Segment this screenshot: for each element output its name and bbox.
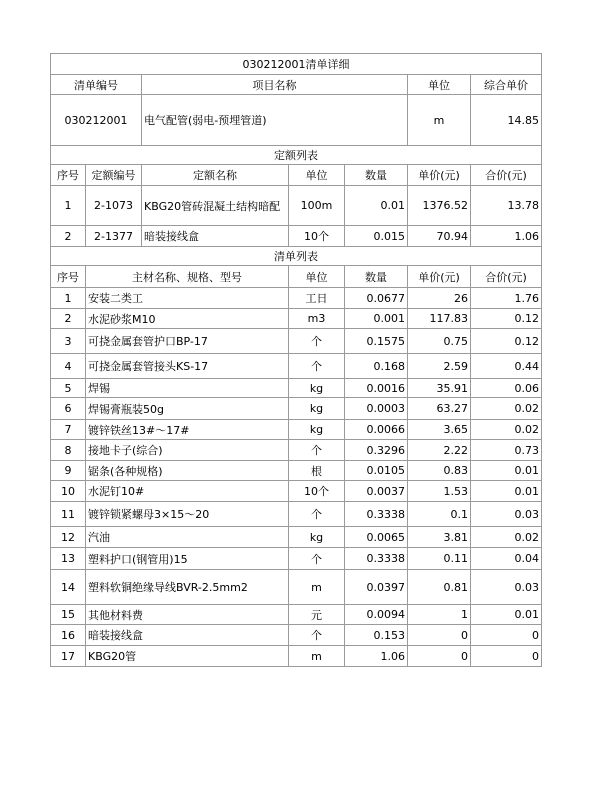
material-qty: 0.0397 (345, 570, 408, 605)
material-qty: 0.0016 (345, 379, 408, 398)
material-unit: kg (289, 398, 345, 420)
material-seq: 11 (51, 502, 86, 527)
material-total: 0.12 (471, 329, 542, 354)
material-qty: 0.0037 (345, 481, 408, 502)
material-seq: 15 (51, 605, 86, 625)
material-unit-price: 3.65 (408, 420, 471, 440)
material-seq: 8 (51, 440, 86, 461)
material-name: 焊锡 (86, 379, 289, 398)
quota-unit-price-header: 单价(元) (408, 165, 471, 186)
material-unit-price: 0 (408, 646, 471, 667)
quota-code-header: 定额编号 (86, 165, 142, 186)
material-unit: kg (289, 527, 345, 548)
material-unit-price: 26 (408, 288, 471, 309)
material-name: 安装二类工 (86, 288, 289, 309)
item-price: 14.85 (471, 95, 542, 146)
material-total: 0.03 (471, 570, 542, 605)
material-total: 0.12 (471, 309, 542, 329)
material-unit: m (289, 646, 345, 667)
material-total: 0.02 (471, 527, 542, 548)
material-row (51, 461, 542, 481)
item-name-header: 项目名称 (142, 75, 408, 95)
material-unit-price: 0.83 (408, 461, 471, 481)
material-total: 0.01 (471, 605, 542, 625)
material-qty: 0.0094 (345, 605, 408, 625)
material-total: 0.02 (471, 420, 542, 440)
material-seq-header: 序号 (51, 266, 86, 288)
material-unit-price: 0.11 (408, 548, 471, 570)
material-total: 0.01 (471, 461, 542, 481)
material-name: 焊锡膏瓶装50g (86, 398, 289, 420)
quota-name: KBG20管砖混凝土结构暗配 (142, 186, 289, 226)
material-row (51, 481, 542, 502)
quota-unit-price: 70.94 (408, 226, 471, 247)
material-name-header: 主材名称、规格、型号 (86, 266, 289, 288)
material-row (51, 420, 542, 440)
material-seq: 13 (51, 548, 86, 570)
material-unit: m3 (289, 309, 345, 329)
material-unit: 个 (289, 625, 345, 646)
material-qty: 0.001 (345, 309, 408, 329)
material-qty: 0.168 (345, 354, 408, 379)
material-qty: 0.3338 (345, 502, 408, 527)
material-qty: 0.0066 (345, 420, 408, 440)
material-qty: 0.1575 (345, 329, 408, 354)
material-total: 0.01 (471, 481, 542, 502)
material-total: 0.03 (471, 502, 542, 527)
material-unit: 10个 (289, 481, 345, 502)
material-name: KBG20管 (86, 646, 289, 667)
material-total: 0.04 (471, 548, 542, 570)
material-unit: 个 (289, 329, 345, 354)
quota-row (51, 226, 542, 247)
material-seq: 3 (51, 329, 86, 354)
quota-code: 2-1073 (86, 186, 142, 226)
material-unit-price: 1.53 (408, 481, 471, 502)
item-code-header: 清单编号 (51, 75, 142, 95)
material-seq: 7 (51, 420, 86, 440)
material-name: 水泥砂浆M10 (86, 309, 289, 329)
material-qty: 0.0105 (345, 461, 408, 481)
quota-qty: 0.01 (345, 186, 408, 226)
material-total: 0 (471, 625, 542, 646)
material-total: 1.76 (471, 288, 542, 309)
material-seq: 5 (51, 379, 86, 398)
material-unit-price: 2.59 (408, 354, 471, 379)
material-row (51, 646, 542, 667)
material-name: 可挠金属套管护口BP-17 (86, 329, 289, 354)
material-total: 0.73 (471, 440, 542, 461)
material-section-title: 清单列表 (51, 247, 542, 266)
material-total: 0 (471, 646, 542, 667)
material-unit-price: 2.22 (408, 440, 471, 461)
material-seq: 10 (51, 481, 86, 502)
material-qty: 0.3296 (345, 440, 408, 461)
material-name: 水泥钉10# (86, 481, 289, 502)
table-title: 030212001清单详细 (51, 54, 542, 75)
material-total: 0.02 (471, 398, 542, 420)
material-unit-price: 1 (408, 605, 471, 625)
material-name: 其他材料费 (86, 605, 289, 625)
quota-unit: 10个 (289, 226, 345, 247)
material-qty: 0.3338 (345, 548, 408, 570)
item-unit: m (408, 95, 471, 146)
quota-qty-header: 数量 (345, 165, 408, 186)
material-total: 0.06 (471, 379, 542, 398)
material-row (51, 570, 542, 605)
quota-seq: 2 (51, 226, 86, 247)
material-unit-price: 0.1 (408, 502, 471, 527)
material-qty-header: 数量 (345, 266, 408, 288)
material-qty: 1.06 (345, 646, 408, 667)
material-name: 锯条(各种规格) (86, 461, 289, 481)
material-unit: 元 (289, 605, 345, 625)
material-unit-price: 63.27 (408, 398, 471, 420)
item-code: 030212001 (51, 95, 142, 146)
material-unit-price: 3.81 (408, 527, 471, 548)
material-seq: 1 (51, 288, 86, 309)
quota-qty: 0.015 (345, 226, 408, 247)
quota-code: 2-1377 (86, 226, 142, 247)
item-unit-header: 单位 (408, 75, 471, 95)
material-row (51, 329, 542, 354)
material-row (51, 527, 542, 548)
material-total: 0.44 (471, 354, 542, 379)
material-name: 镀锌铁丝13#～17# (86, 420, 289, 440)
material-unit: 个 (289, 548, 345, 570)
material-qty: 0.153 (345, 625, 408, 646)
material-row (51, 309, 542, 329)
quota-name: 暗装接线盒 (142, 226, 289, 247)
material-name: 镀锌锁紧螺母3×15～20 (86, 502, 289, 527)
item-name: 电气配管(弱电-预埋管道) (142, 95, 408, 146)
quota-total-header: 合价(元) (471, 165, 542, 186)
material-qty: 0.0065 (345, 527, 408, 548)
material-seq: 6 (51, 398, 86, 420)
material-unit-price-header: 单价(元) (408, 266, 471, 288)
material-name: 暗装接线盒 (86, 625, 289, 646)
material-unit: 个 (289, 440, 345, 461)
material-unit-price: 0.75 (408, 329, 471, 354)
quota-total: 13.78 (471, 186, 542, 226)
material-row (51, 288, 542, 309)
material-row (51, 548, 542, 570)
quota-row (51, 186, 542, 226)
material-seq: 17 (51, 646, 86, 667)
material-unit: 根 (289, 461, 345, 481)
material-qty: 0.0003 (345, 398, 408, 420)
material-seq: 14 (51, 570, 86, 605)
bill-detail-table (50, 53, 542, 667)
material-name: 塑料护口(钢管用)15 (86, 548, 289, 570)
material-unit-price: 117.83 (408, 309, 471, 329)
material-row (51, 398, 542, 420)
item-price-header: 综合单价 (471, 75, 542, 95)
material-seq: 12 (51, 527, 86, 548)
material-seq: 9 (51, 461, 86, 481)
material-unit-price: 0.81 (408, 570, 471, 605)
material-row (51, 354, 542, 379)
material-unit: 工日 (289, 288, 345, 309)
quota-unit-header: 单位 (289, 165, 345, 186)
material-unit: 个 (289, 502, 345, 527)
quota-name-header: 定额名称 (142, 165, 289, 186)
material-unit: m (289, 570, 345, 605)
material-name: 汽油 (86, 527, 289, 548)
quota-total: 1.06 (471, 226, 542, 247)
material-seq: 16 (51, 625, 86, 646)
quota-unit: 100m (289, 186, 345, 226)
material-unit-price: 0 (408, 625, 471, 646)
quota-seq: 1 (51, 186, 86, 226)
material-qty: 0.0677 (345, 288, 408, 309)
quota-section-title: 定额列表 (51, 146, 542, 165)
material-name: 接地卡子(综合) (86, 440, 289, 461)
material-name: 可挠金属套管接头KS-17 (86, 354, 289, 379)
material-unit: kg (289, 379, 345, 398)
material-seq: 2 (51, 309, 86, 329)
quota-seq-header: 序号 (51, 165, 86, 186)
quota-unit-price: 1376.52 (408, 186, 471, 226)
material-row (51, 502, 542, 527)
material-unit-header: 单位 (289, 266, 345, 288)
material-unit: kg (289, 420, 345, 440)
material-unit-price: 35.91 (408, 379, 471, 398)
material-row (51, 379, 542, 398)
material-seq: 4 (51, 354, 86, 379)
material-row (51, 440, 542, 461)
material-row (51, 605, 542, 625)
material-name: 塑料软铜绝缘导线BVR-2.5mm2 (86, 570, 289, 605)
material-total-header: 合价(元) (471, 266, 542, 288)
material-row (51, 625, 542, 646)
material-unit: 个 (289, 354, 345, 379)
